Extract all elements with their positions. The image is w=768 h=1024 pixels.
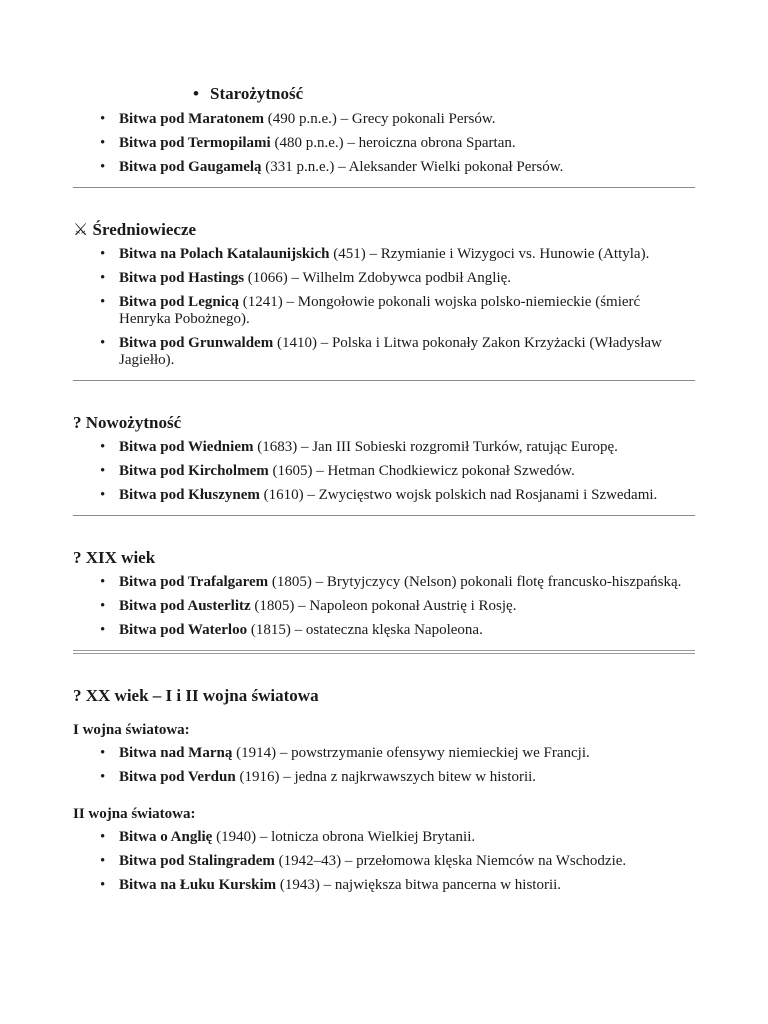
list-item — [73, 159, 695, 176]
section-divider — [73, 515, 695, 516]
battle-description: (1610) – Zwycięstwo wojsk polskich nad Rosjanami i Szwedami. — [259, 487, 658, 503]
list-item — [73, 270, 695, 287]
section-divider — [73, 380, 695, 381]
section-heading-text: Nowożytność — [85, 413, 182, 432]
battle-description: (1241) – Mongołowie pokonali wojska polsko-niemieckie (śmierć Henryka Pobożnego). — [119, 294, 641, 327]
section-heading — [73, 685, 695, 707]
battle-description: (1943) – największa bitwa pancerna w historii. — [276, 877, 562, 893]
battle-name: Bitwa pod Grunwaldem — [119, 335, 274, 351]
battle-description: (1066) – Wilhelm Zdobywca podbił Anglię. — [244, 270, 512, 286]
battle-list — [73, 246, 695, 369]
battle-list — [73, 111, 695, 176]
list-item — [73, 574, 695, 591]
battle-list — [73, 439, 695, 504]
list-item — [73, 769, 695, 786]
list-item — [73, 111, 695, 128]
list-item — [73, 745, 695, 762]
battle-name: Bitwa pod Kircholmem — [119, 463, 269, 479]
section-heading — [73, 412, 695, 434]
list-item — [73, 335, 695, 369]
battle-name: Bitwa pod Stalingradem — [119, 853, 275, 869]
battle-description: (1605) – Hetman Chodkiewicz pokonał Szwedów. — [268, 463, 575, 479]
battle-description: (1410) – Polska i Litwa pokonały Zakon Krzyżacki (Władysław Jagiełło). — [119, 335, 662, 368]
section-divider — [73, 187, 695, 188]
list-item — [73, 246, 695, 263]
battle-name: Bitwa pod Austerlitz — [119, 598, 251, 614]
battle-name: Bitwa pod Termopilami — [119, 135, 271, 151]
subsection-ww2 — [73, 805, 695, 894]
list-item — [73, 439, 695, 456]
battle-name: Bitwa na Polach Katalaunijskich — [119, 246, 330, 262]
battle-name: Bitwa pod Maratonem — [119, 111, 264, 127]
section-early-modern — [73, 412, 695, 516]
battle-list — [73, 829, 695, 894]
section-divider — [73, 650, 695, 654]
heading-marker: ? — [73, 413, 82, 432]
heading-marker: ? — [73, 686, 82, 705]
section-20th-century — [73, 685, 695, 894]
list-item — [73, 877, 695, 894]
battle-description: (1914) – powstrzymanie ofensywy niemieckiej we Francji. — [232, 745, 590, 761]
battle-name: Bitwa pod Verdun — [119, 769, 236, 785]
section-middle-ages — [73, 219, 695, 381]
list-item — [73, 135, 695, 152]
subsection-ww1 — [73, 721, 695, 786]
crossed-swords-icon: ⚔ — [73, 220, 89, 239]
section-heading — [73, 547, 695, 569]
subsection-heading: I wojna światowa: — [73, 722, 190, 738]
section-heading-text: Średniowiecze — [92, 220, 197, 239]
battle-description: (1815) – ostateczna klęska Napoleona. — [247, 622, 483, 638]
section-heading-text: XX wiek – I i II wojna światowa — [85, 686, 319, 705]
battle-description: (480 p.n.e.) – heroiczna obrona Spartan. — [270, 135, 516, 151]
battle-name: Bitwa pod Hastings — [119, 270, 245, 286]
battle-description: (451) – Rzymianie i Wizygoci vs. Hunowie (Attyla). — [329, 246, 650, 262]
battle-description: (1916) – jedna z najkrwawszych bitew w historii. — [235, 769, 537, 785]
section-19th-century — [73, 547, 695, 654]
heading-marker: ? — [73, 548, 82, 567]
document-page — [73, 80, 695, 901]
battle-name: Bitwa pod Kłuszynem — [119, 487, 260, 503]
battle-description: (1683) – Jan III Sobieski rozgromił Turków, ratując Europę. — [253, 439, 618, 455]
battle-list — [73, 574, 695, 639]
battle-list — [73, 745, 695, 786]
section-antiquity — [73, 82, 695, 188]
subsection-heading: II wojna światowa: — [73, 806, 196, 822]
section-heading-text: XIX wiek — [85, 548, 156, 567]
battle-name: Bitwa pod Waterloo — [119, 622, 248, 638]
list-item — [73, 598, 695, 615]
battle-description: (331 p.n.e.) – Aleksander Wielki pokonał Persów. — [261, 159, 564, 175]
list-item — [73, 463, 695, 480]
battle-description: (1942–43) – przełomowa klęska Niemców na Wschodzie. — [274, 853, 627, 869]
battle-name: Bitwa pod Wiedniem — [119, 439, 254, 455]
battle-name: Bitwa nad Marną — [119, 745, 233, 761]
section-heading: • Starożytność — [73, 82, 695, 106]
battle-description: (1805) – Brytyjczycy (Nelson) pokonali flotę francusko-hiszpańską. — [268, 574, 682, 590]
battle-name: Bitwa na Łuku Kurskim — [119, 877, 277, 893]
list-item — [73, 622, 695, 639]
battle-name: Bitwa pod Legnicą — [119, 294, 240, 310]
list-item — [73, 487, 695, 504]
battle-description: (1805) – Napoleon pokonał Austrię i Rosję. — [250, 598, 517, 614]
list-item — [73, 294, 695, 328]
battle-name: Bitwa pod Gaugamelą — [119, 159, 262, 175]
list-item — [73, 853, 695, 870]
battle-description: (1940) – lotnicza obrona Wielkiej Brytanii. — [212, 829, 476, 845]
battle-name: Bitwa pod Trafalgarem — [119, 574, 269, 590]
list-item — [73, 829, 695, 846]
battle-name: Bitwa o Anglię — [119, 829, 213, 845]
section-heading — [73, 219, 695, 241]
battle-description: (490 p.n.e.) – Grecy pokonali Persów. — [264, 111, 496, 127]
